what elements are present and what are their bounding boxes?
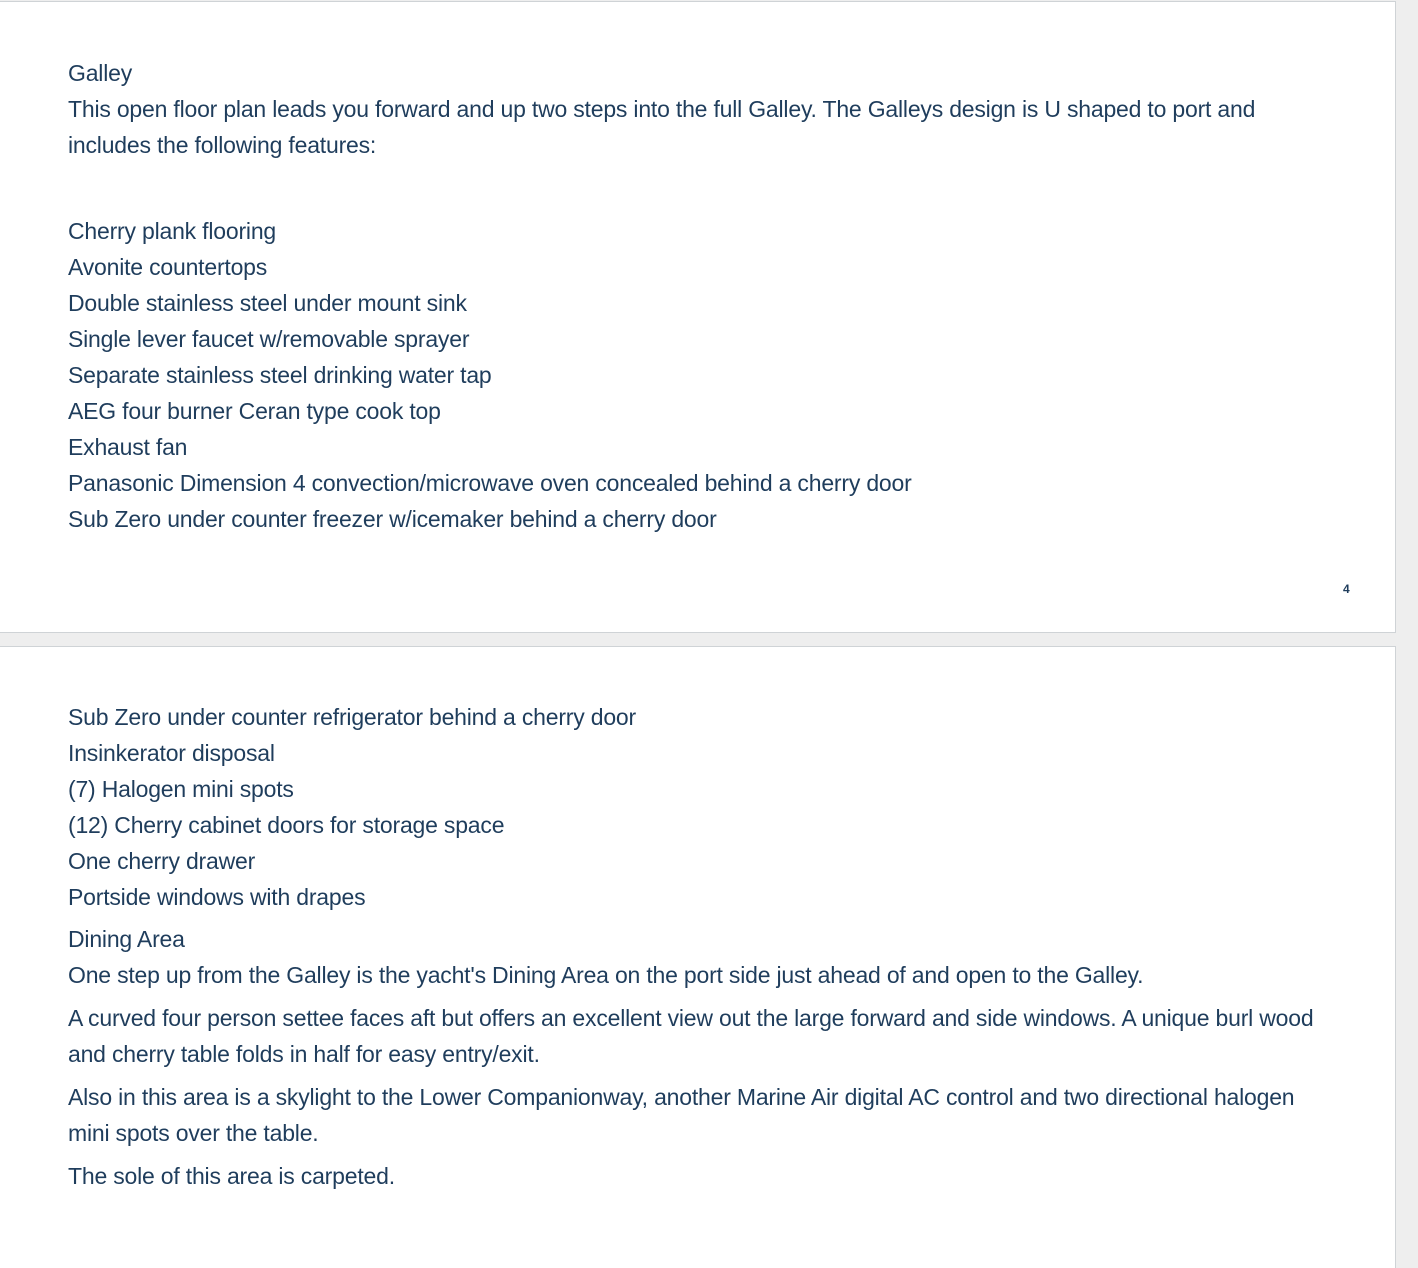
galley-intro: This open floor plan leads you forward and up two steps into the full Galley. The Galleys design is U shaped to port and includes the following features: bbox=[68, 96, 1256, 158]
galley-heading: Galley bbox=[68, 60, 132, 86]
feature-item: Sub Zero under counter refrigerator behind a cherry door bbox=[68, 704, 636, 730]
feature-item: Portside windows with drapes bbox=[68, 884, 366, 910]
feature-item: Insinkerator disposal bbox=[68, 740, 275, 766]
feature-item: Sub Zero under counter freezer w/icemaker behind a cherry door bbox=[68, 506, 717, 532]
feature-item: Single lever faucet w/removable sprayer bbox=[68, 326, 470, 352]
dining-paragraph: The sole of this area is carpeted. bbox=[68, 1163, 395, 1189]
feature-item: (12) Cherry cabinet doors for storage space bbox=[68, 812, 505, 838]
feature-item: Avonite countertops bbox=[68, 254, 268, 280]
dining-paragraph: One step up from the Galley is the yacht's Dining Area on the port side just ahead of and open to the Galley. bbox=[68, 962, 1144, 988]
feature-item: Separate stainless steel drinking water tap bbox=[68, 362, 492, 388]
feature-item: Double stainless steel under mount sink bbox=[68, 290, 467, 316]
page-number: 4 bbox=[1343, 582, 1350, 596]
feature-item: Exhaust fan bbox=[68, 434, 188, 460]
dining-paragraph: Also in this area is a skylight to the Lower Companionway, another Marine Air digital AC control and two directional halogen mini spots over the table. bbox=[68, 1084, 1295, 1146]
dining-paragraph: A curved four person settee faces aft but offers an excellent view out the large forward and side windows. A unique burl wood and cherry table folds in half for easy entry/exit. bbox=[68, 1005, 1314, 1067]
dining-area-heading: Dining Area bbox=[68, 926, 185, 952]
feature-item: One cherry drawer bbox=[68, 848, 256, 874]
feature-item: Panasonic Dimension 4 convection/microwave oven concealed behind a cherry door bbox=[68, 470, 912, 496]
document-page-4 bbox=[0, 1, 1396, 633]
feature-item: Cherry plank flooring bbox=[68, 218, 277, 244]
feature-item: (7) Halogen mini spots bbox=[68, 776, 294, 802]
document-page-5 bbox=[0, 646, 1396, 1268]
feature-item: AEG four burner Ceran type cook top bbox=[68, 398, 441, 424]
